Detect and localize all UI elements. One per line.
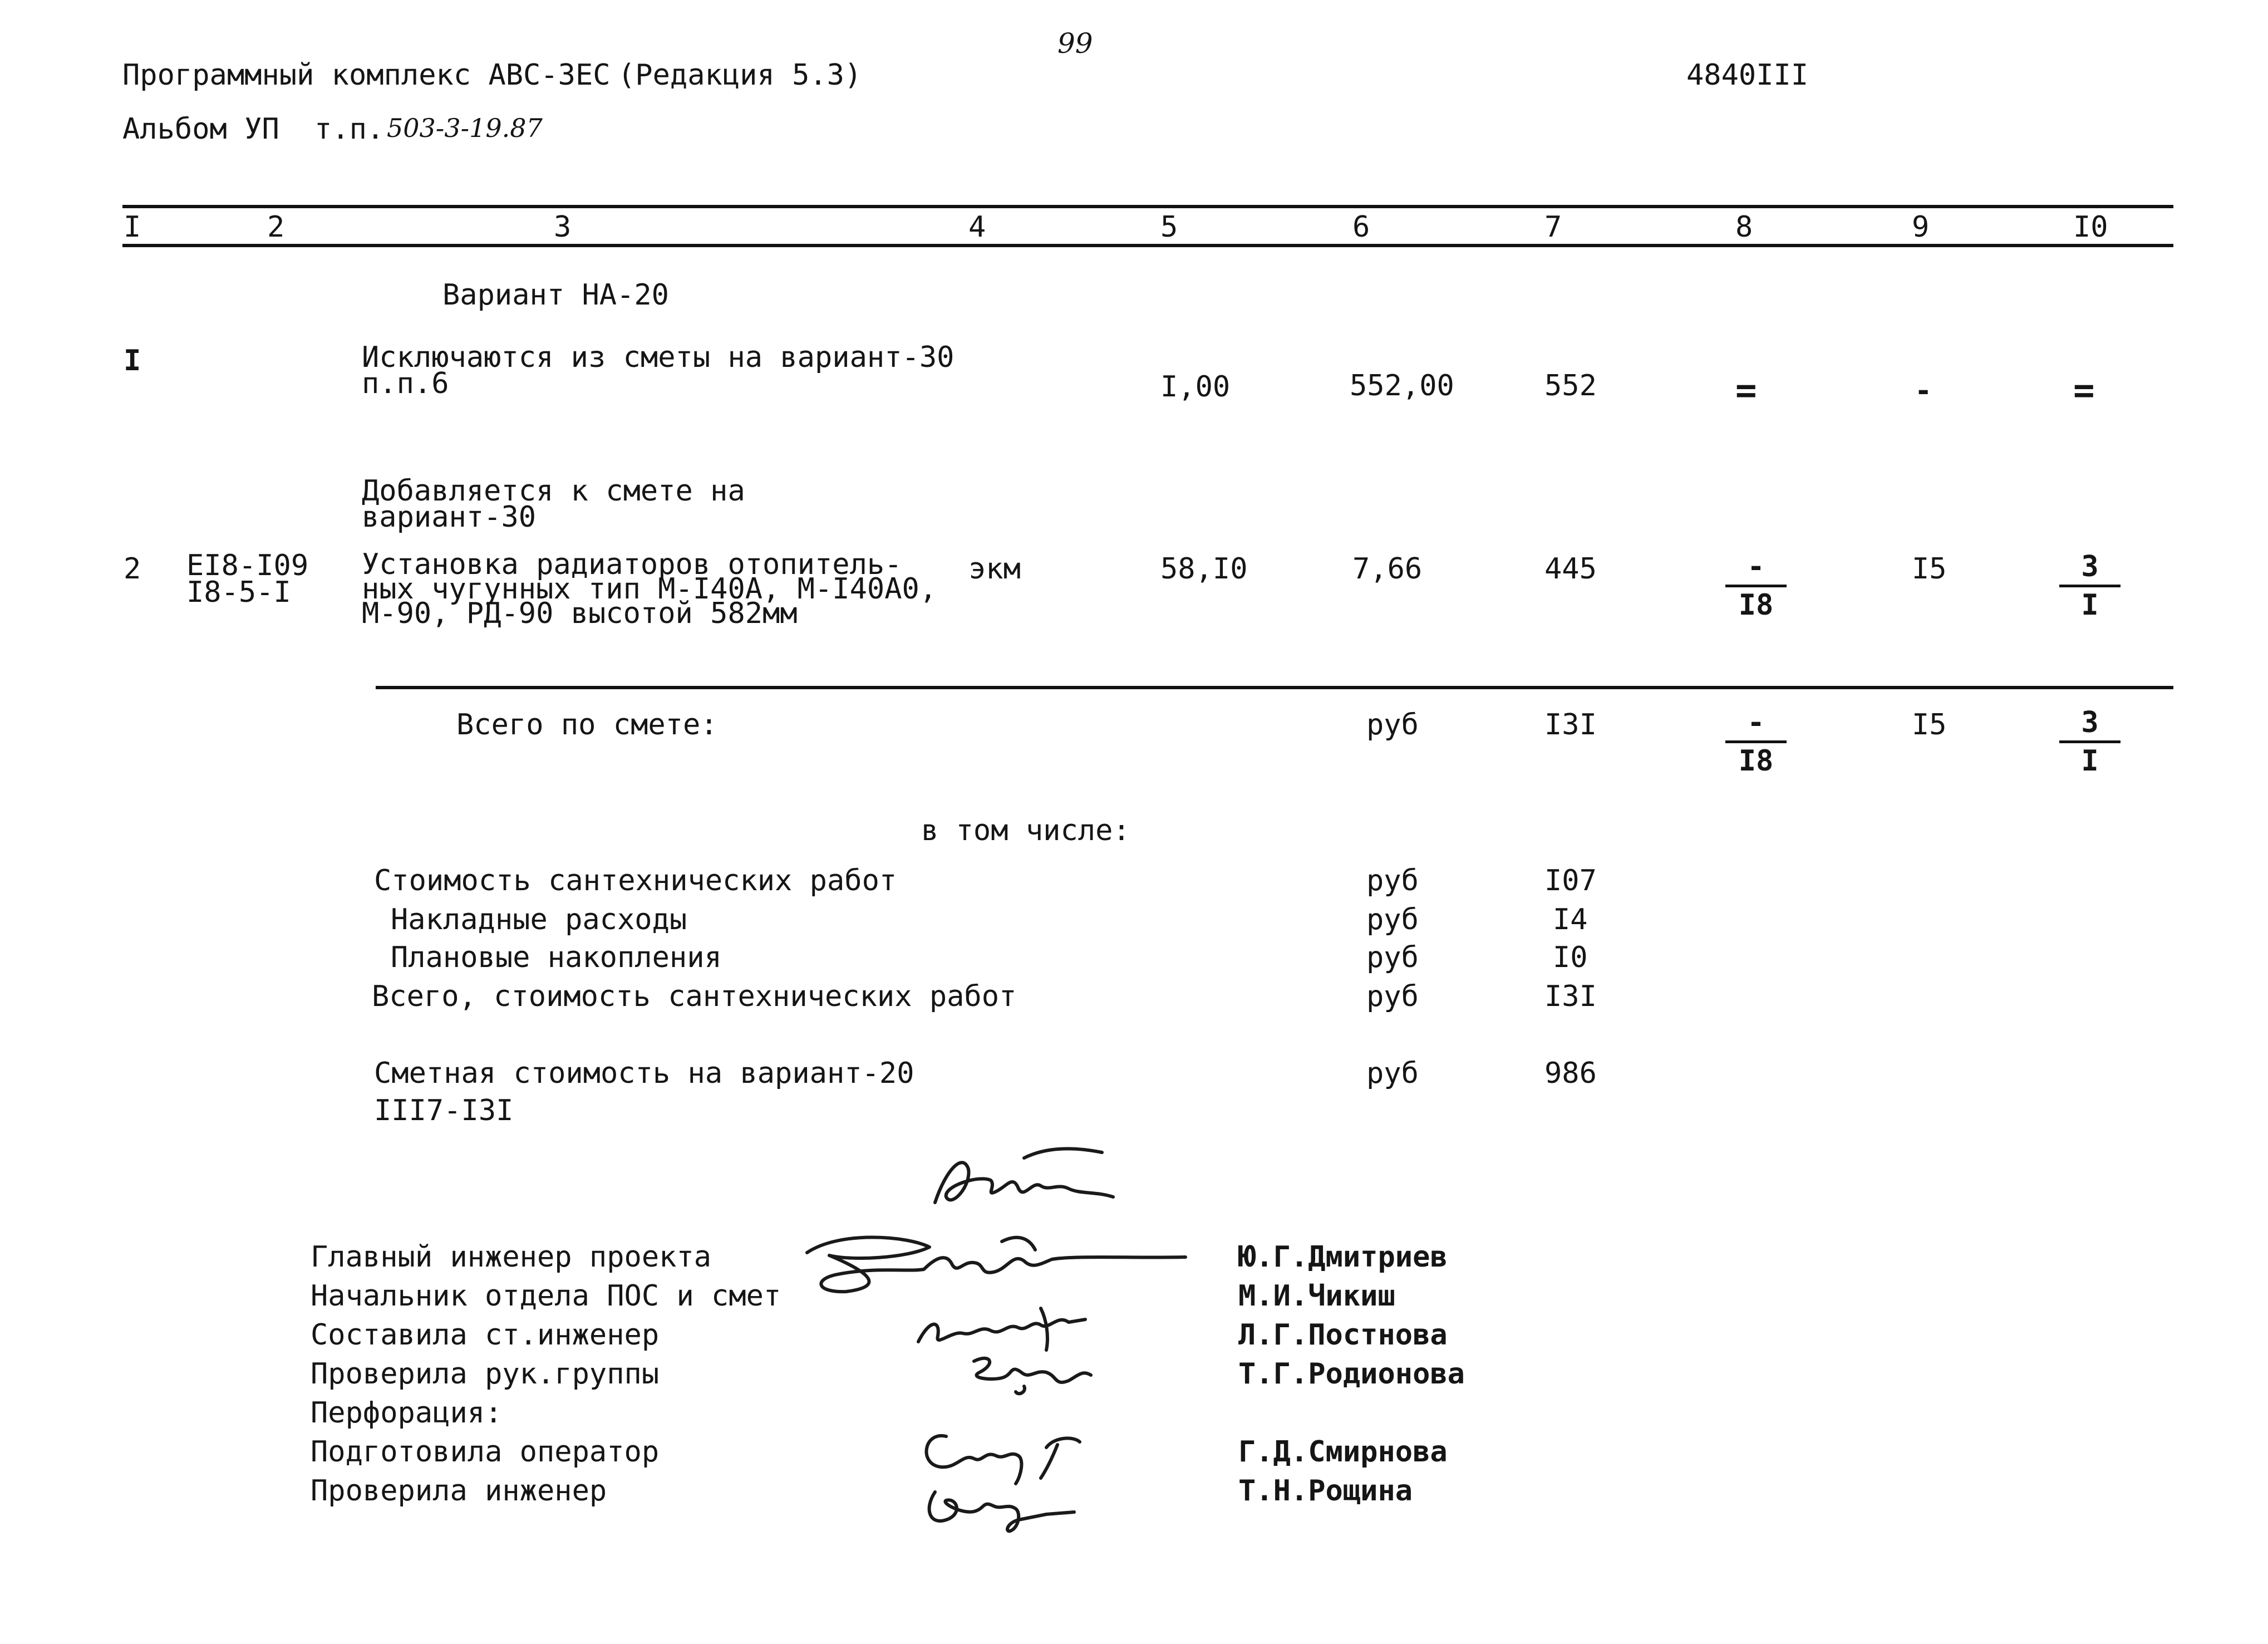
fraction-bar: [1725, 740, 1787, 743]
row-code: I8-5-I: [186, 576, 291, 609]
breakdown-value: I0: [1553, 941, 1588, 974]
signatory-name: Т.Н.Рощина: [1238, 1474, 1413, 1508]
fraction-denominator: I8: [1738, 588, 1774, 622]
program-title: Программный комплекс АВС-ЗЕС: [122, 58, 611, 92]
column-header: 8: [1735, 210, 1753, 244]
column-header: 4: [968, 210, 986, 244]
breakdown-value: I07: [1544, 864, 1597, 897]
column-header: 6: [1352, 210, 1370, 244]
row-description: ных чугунных тип М-I40А, М-I40А0,: [362, 572, 937, 606]
row-total: 552: [1544, 369, 1597, 403]
row-quantity: 58,I0: [1160, 552, 1248, 586]
signatory-role: Проверила рук.группы: [311, 1357, 660, 1391]
breakdown-value: I4: [1553, 903, 1588, 936]
estimate-unit: руб: [1366, 1057, 1419, 1090]
breakdown-unit: руб: [1366, 980, 1419, 1013]
row-description: п.п.6: [362, 367, 449, 400]
breakdown-value: I3I: [1544, 980, 1597, 1013]
signature-mark: [957, 1347, 1102, 1397]
estimate-value: 986: [1544, 1057, 1597, 1090]
row-description: М-90, РД-90 высотой 582мм: [362, 597, 798, 630]
document-code: 4840III: [1686, 58, 1809, 92]
column-header: I: [124, 210, 141, 244]
row-price: 552,00: [1350, 369, 1454, 403]
page-number: 99: [1057, 27, 1093, 60]
fraction-numerator: 3: [2081, 706, 2099, 739]
signature-mark: [796, 1219, 1197, 1303]
tp-prefix: т.п.: [314, 112, 385, 146]
fraction-bar: [2059, 585, 2121, 587]
row-number: I: [124, 344, 141, 377]
breakdown-label: Всего, стоимость сантехнических работ: [372, 980, 1017, 1013]
ditto-mark: =: [1735, 370, 1757, 411]
signature-mark: [913, 1136, 1147, 1225]
signatory-role: Главный инженер проекта: [311, 1240, 712, 1274]
fraction-bar: [1725, 585, 1787, 587]
breakdown-unit: руб: [1366, 903, 1419, 936]
fraction-bar: [2059, 740, 2121, 743]
breakdown-label: Стоимость сантехнических работ: [374, 864, 897, 897]
signatory-name: Л.Г.Постнова: [1238, 1318, 1448, 1352]
ditto-mark: =: [2073, 370, 2095, 411]
fraction-numerator: -: [1747, 550, 1765, 583]
edition-label: (Редакция 5.3): [618, 58, 862, 92]
signature-mark: [907, 1297, 1096, 1353]
section-note: вариант-30: [362, 500, 537, 534]
estimate-calculation: III7-I3I: [374, 1094, 514, 1127]
total-unit: руб: [1366, 708, 1419, 742]
fraction-numerator: -: [1747, 706, 1765, 739]
table-header-rule: [122, 244, 2173, 247]
breakdown-unit: руб: [1366, 864, 1419, 897]
fraction-col10: [2059, 551, 2121, 621]
column-header: I0: [2073, 210, 2108, 244]
signatory-name: М.И.Чикиш: [1238, 1279, 1395, 1313]
row-code: EI8-I09: [186, 549, 309, 582]
column-header: 3: [554, 210, 572, 244]
signatory-role: Перфорация:: [311, 1396, 503, 1430]
breakdown-label: Плановые накопления: [391, 941, 722, 974]
row-description: Установка радиаторов отопитель-: [362, 548, 902, 581]
breakdown-label: Накладные расходы: [391, 903, 687, 936]
row-number: 2: [124, 552, 141, 586]
fraction-col10: [2059, 707, 2121, 777]
table-top-rule: [122, 205, 2173, 208]
row-total: 445: [1544, 552, 1597, 586]
dash-mark: -: [1915, 374, 1932, 408]
breakdown-unit: руб: [1366, 941, 1419, 974]
fraction-denominator: I: [2081, 744, 2099, 778]
column-header: 5: [1160, 210, 1178, 244]
column-header: 9: [1912, 210, 1930, 244]
signatory-role: Составила ст.инженер: [311, 1318, 660, 1352]
fraction-col8: [1725, 551, 1787, 621]
fraction-denominator: I: [2081, 588, 2099, 622]
signatory-role: Начальник отдела ПОС и смет: [311, 1279, 781, 1313]
fraction-denominator: I8: [1738, 744, 1774, 778]
total-value: I3I: [1544, 708, 1597, 742]
variant-title: Вариант НА-20: [442, 278, 669, 312]
fraction-col8: [1725, 707, 1787, 777]
estimate-label: Сметная стоимость на вариант-20: [374, 1057, 914, 1090]
signatory-role: Проверила инженер: [311, 1474, 607, 1508]
row-description: Исключаются из сметы на вариант-30: [362, 341, 955, 374]
signatory-name: Г.Д.Смирнова: [1238, 1435, 1448, 1469]
row-unit: экм: [968, 552, 1021, 586]
signatory-name: Ю.Г.Дмитриев: [1238, 1240, 1448, 1274]
total-label: Всего по смете:: [456, 708, 718, 742]
section-note: Добавляется к смете на: [362, 474, 745, 508]
tp-number: 503-3-19.87: [387, 113, 543, 143]
row-col9: I5: [1912, 552, 1947, 586]
total-col9: I5: [1912, 708, 1947, 742]
column-header: 2: [267, 210, 285, 244]
album-label: Альбом УП: [122, 112, 279, 146]
fraction-numerator: 3: [2081, 550, 2099, 583]
signatory-name: Т.Г.Родионова: [1238, 1357, 1465, 1391]
including-label: в том числе:: [921, 814, 1130, 847]
total-rule: [376, 686, 2173, 689]
column-header: 7: [1544, 210, 1562, 244]
row-quantity: I,00: [1160, 370, 1231, 404]
signature-mark: [913, 1475, 1091, 1537]
row-price: 7,66: [1352, 552, 1423, 586]
signatory-role: Подготовила оператор: [311, 1435, 660, 1469]
